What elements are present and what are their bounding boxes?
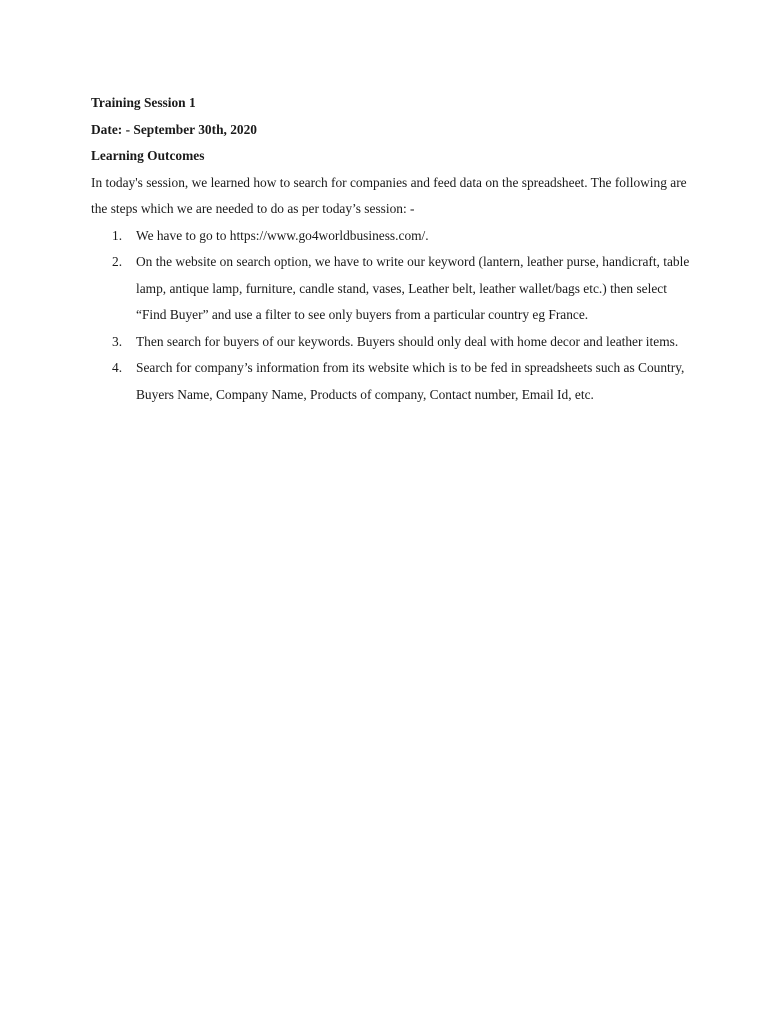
document-body bbox=[91, 90, 691, 408]
list-item bbox=[91, 249, 691, 329]
list-item-text: Search for company’s information from its website which is to be fed in spreadsheets such as Country, Buyers Name, Company Name, Products of company, Contact number, Email Id, etc. bbox=[136, 360, 685, 402]
list-item-number: 1. bbox=[112, 227, 123, 243]
steps-list bbox=[91, 223, 691, 409]
list-item bbox=[91, 223, 691, 250]
list-item bbox=[91, 329, 691, 356]
section-heading: Learning Outcomes bbox=[91, 148, 205, 163]
list-item-number: 3. bbox=[112, 333, 123, 349]
document-date: Date: - September 30th, 2020 bbox=[91, 121, 257, 137]
list-item-text: Then search for buyers of our keywords. Buyers should only deal with home decor and leather items. bbox=[136, 333, 679, 349]
intro-paragraph: In today's session, we learned how to search for companies and feed data on the spreadsheet. The following are the steps which we are needed to do as per today’s session: - bbox=[91, 174, 687, 216]
list-item bbox=[91, 355, 691, 408]
document-title: Training Session 1 bbox=[91, 95, 196, 110]
list-item-number: 4. bbox=[112, 360, 123, 375]
list-item-text: On the website on search option, we have to write our keyword (lantern, leather purse, handicraft, table lamp, antique lamp, furniture, candle stand, vases, Leather belt, leather wallet/bags etc.) then select “Find Buyer” and use a filter to see only buyers from a particular country eg France. bbox=[136, 254, 690, 322]
list-item-number: 2. bbox=[112, 254, 123, 269]
list-item-text: We have to go to https://www.go4worldbusiness.com/. bbox=[136, 227, 429, 243]
